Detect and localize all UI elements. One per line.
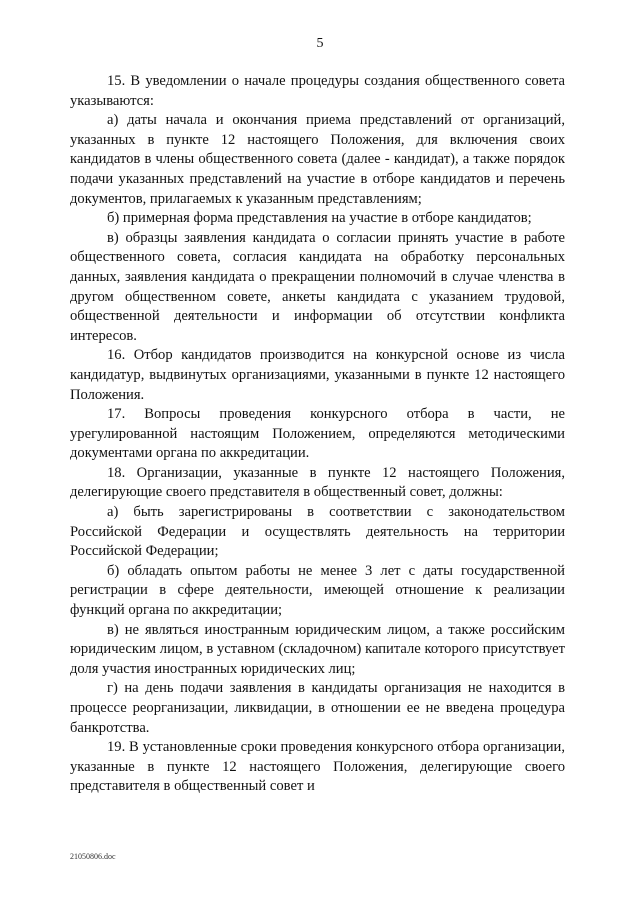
paragraph-16: 16. Отбор кандидатов производится на конкурсной основе из числа кандидатур, выдвинутых организациями, указанными в пункте 12 настоящего Положения. (70, 347, 565, 403)
paragraph-19: 19. В установленные сроки проведения конкурсного отбора организации, указанные в пункте 12 настоящего Положения, делегирующие своего представителя в общественный совет и (70, 739, 565, 795)
paragraph-18a: а) быть зарегистрированы в соответствии с законодательством Российской Федерации и осуществлять деятельность на территории Российской Федерации; (70, 504, 565, 560)
file-name-footer: 21050806.doc (70, 852, 116, 861)
paragraph-15v: в) образцы заявления кандидата о согласии принять участие в работе общественного совета, согласия кандидата на обработку персональных данных, заявления кандидата о прекращении полномочий в случае членства в другом общественном совете, анкеты кандидата с указанием трудовой, общественной деятельности и информации об отсутствии конфликта интересов. (70, 229, 565, 344)
paragraph-18v: в) не являться иностранным юридическим лицом, а также российским юридическим лицом, в уставном (складочном) капитале которого присутствует доля участия иностранных юридических лиц; (70, 621, 565, 677)
paragraph-17: 17. Вопросы проведения конкурсного отбора в части, не урегулированной настоящим Положением, определяются методическими документами органа по аккредитации. (70, 406, 565, 462)
paragraph-15b: б) примерная форма представления на участие в отборе кандидатов; (107, 210, 532, 227)
paragraph-15: 15. В уведомлении о начале процедуры создания общественного совета указываются: (70, 73, 565, 109)
paragraph-18g: г) на день подачи заявления в кандидаты организация не находится в процессе реорганизации, ликвидации, в отношении ее не введена процедура банкротства. (70, 680, 565, 736)
paragraph-18: 18. Организации, указанные в пункте 12 настоящего Положения, делегирующие своего представителя в общественный совет, должны: (70, 464, 565, 501)
paragraph-15a: а) даты начала и окончания приема представлений от организаций, указанных в пункте 12 настоящего Положения, для включения своих кандидатов в члены общественного совета (далее - кандидат), а также порядок подачи указанных представлений на участие в отборе кандидатов и перечень документов, прилагаемых к указанным представлениям; (70, 112, 565, 207)
document-body (70, 72, 565, 797)
page-number: 5 (316, 36, 324, 51)
paragraph-18b: б) обладать опытом работы не менее 3 лет с даты государственной регистрации в сфере деятельности, имеющей отношение к реализации функций органа по аккредитации; (70, 562, 565, 619)
